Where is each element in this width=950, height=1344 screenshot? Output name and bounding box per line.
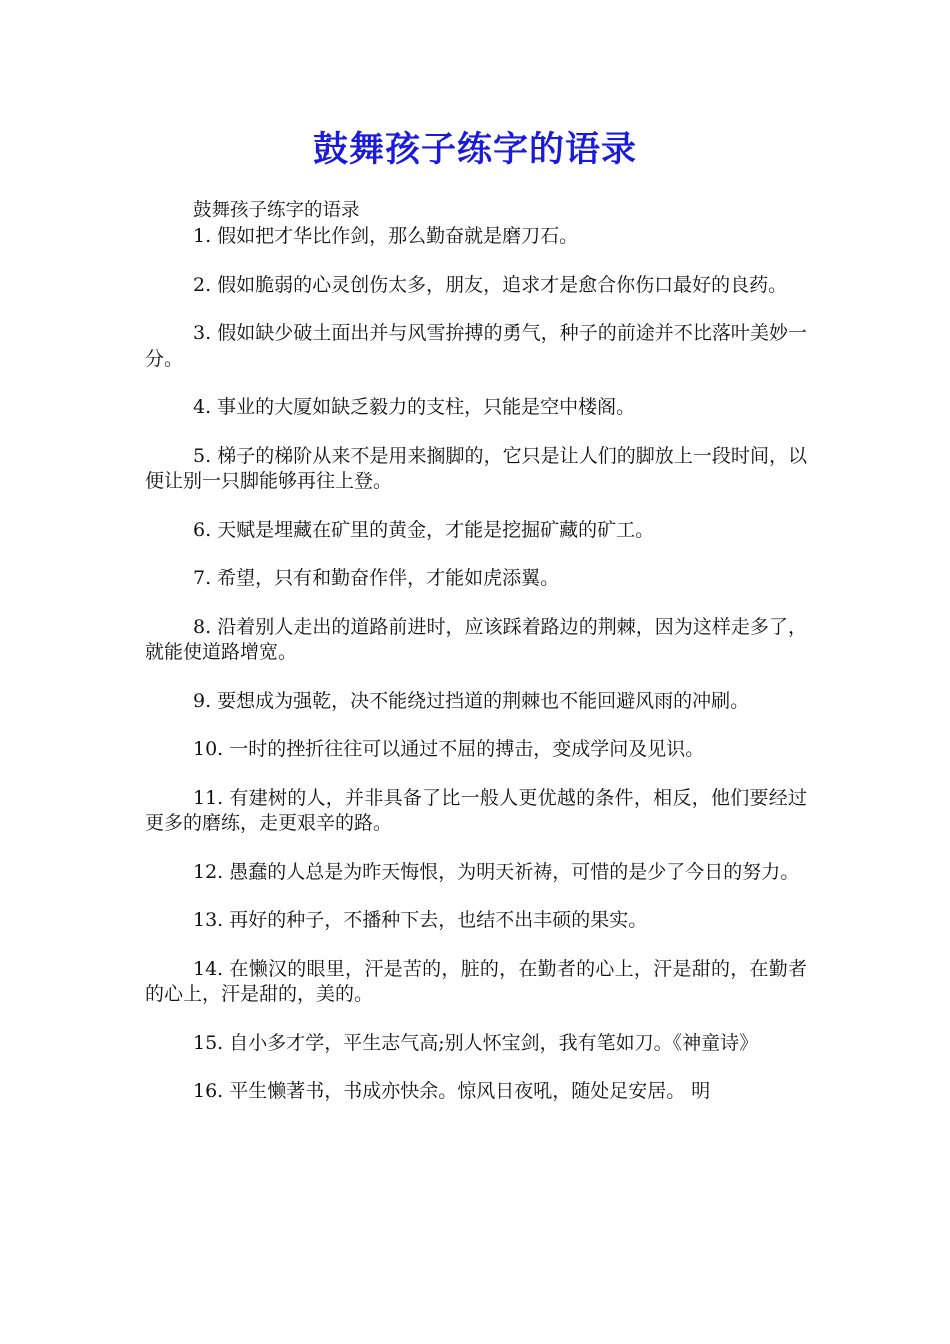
quote-paragraph: 6. 天赋是埋藏在矿里的黄金，才能是挖掘矿藏的矿工。	[193, 518, 655, 541]
quote-paragraph: 14. 在懒汉的眼里，汗是苦的，脏的，在勤者的心上，汗是甜的，在勤者的心上，汗是甜的，美的。	[145, 957, 807, 1005]
quote-paragraph: 2. 假如脆弱的心灵创伤太多，朋友，追求才是愈合你伤口最好的良药。	[193, 273, 788, 296]
quote-paragraph: 5. 梯子的梯阶从来不是用来搁脚的，它只是让人们的脚放上一段时间，以便让别一只脚能够再往上登。	[145, 444, 807, 492]
quote-paragraph: 15. 自小多才学，平生志气高;别人怀宝剑，我有笔如刀。《神童诗》	[193, 1031, 759, 1054]
quote-paragraph: 10. 一时的挫折往往可以通过不屈的搏击，变成学问及见识。	[193, 738, 705, 760]
quote-paragraph: 13. 再好的种子，不播种下去，也结不出丰硕的果实。	[193, 909, 648, 931]
quote-paragraph: 1. 假如把才华比作剑，那么勤奋就是磨刀石。	[193, 225, 579, 247]
quote-paragraph: 11. 有建树的人，并非具备了比一般人更优越的条件，相反，他们要经过更多的磨练，走更艰辛的路。	[145, 786, 807, 834]
quote-paragraph: 7. 希望，只有和勤奋作伴，才能如虎添翼。	[193, 567, 560, 589]
quote-paragraph: 12. 愚蠢的人总是为昨天悔恨，为明天祈祷，可惜的是少了今日的努力。	[193, 860, 800, 883]
document-body	[145, 198, 807, 1128]
quote-paragraph: 4. 事业的大厦如缺乏毅力的支柱，只能是空中楼阁。	[193, 396, 636, 418]
document-title: 鼓舞孩子练字的语录	[312, 129, 637, 170]
quote-paragraph: 3. 假如缺少破土面出并与风雪拚搏的勇气，种子的前途并不比落叶美妙一分。	[145, 322, 807, 370]
quote-paragraph: 8. 沿着别人走出的道路前进时，应该踩着路边的荆棘，因为这样走多了，就能使道路增宽。	[145, 615, 807, 663]
quote-paragraph: 16. 平生懒著书，书成亦快余。惊风日夜吼，随处足安居。 明	[193, 1080, 711, 1102]
quote-paragraph: 9. 要想成为强乾，决不能绕过挡道的荆棘也不能回避风雨的冲刷。	[193, 689, 750, 712]
document-subtitle: 鼓舞孩子练字的语录	[193, 200, 360, 221]
